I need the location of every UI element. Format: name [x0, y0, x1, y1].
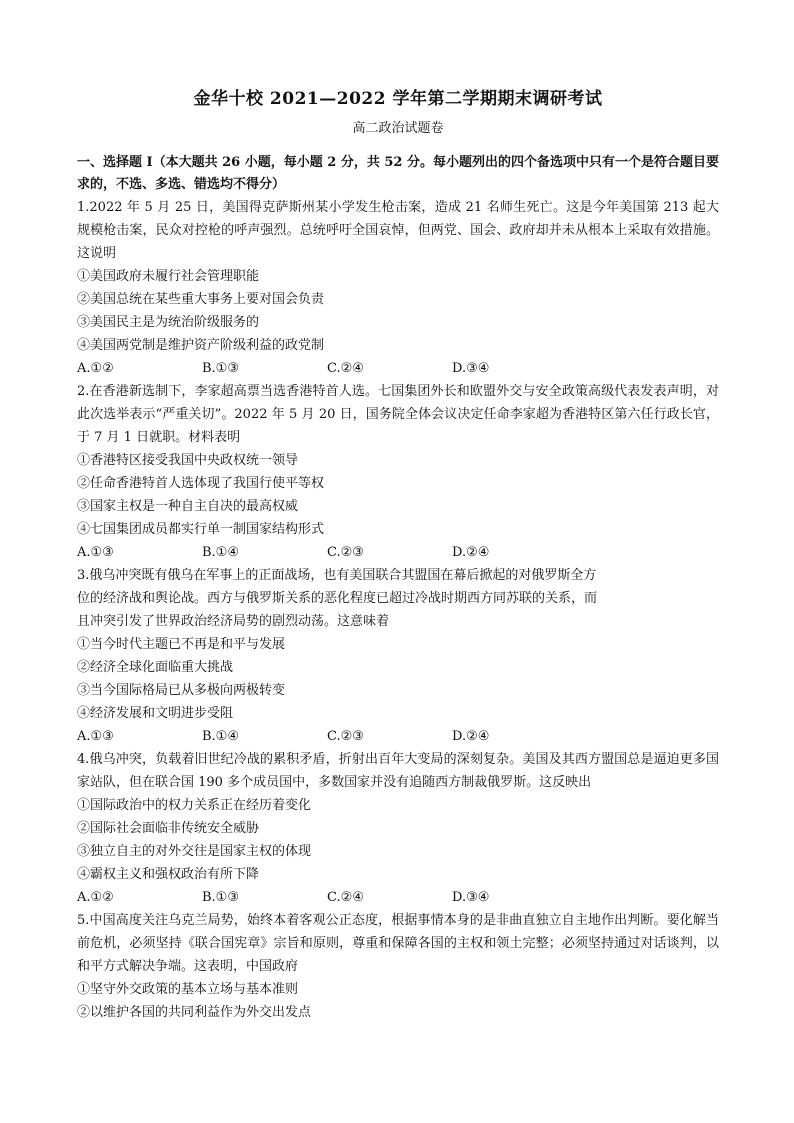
choice-a: A.①②	[77, 361, 114, 376]
question-option: ①坚守外交政策的基本立场与基本准则	[77, 982, 299, 997]
question-option: ③美国民主是为统治阶级服务的	[77, 315, 260, 330]
answer-choices	[77, 541, 719, 564]
choice-c: C.②④	[327, 890, 364, 905]
question-option: ④美国两党制是维护资产阶级利益的政党制	[77, 338, 325, 353]
answer-choices	[77, 886, 719, 909]
stem-line: 位的经济战和舆论战。西方与俄罗斯关系的恶化程度已超过冷战时期西方同苏联的关系，而	[77, 591, 598, 606]
choice-a: A.①②	[77, 890, 114, 905]
question-option: ③独立自主的对外交往是国家主权的体现	[77, 844, 312, 859]
choice-b: B.①③	[202, 890, 239, 905]
answer-choices	[77, 725, 719, 748]
question-1	[77, 196, 719, 380]
choice-a: A.①③	[77, 729, 114, 744]
question-option: ④经济发展和文明进步受阻	[77, 706, 234, 721]
question-option: ④霸权主义和强权政治有所下降	[77, 867, 260, 882]
question-option: ②任命香港特首人选体现了我国行使平等权	[77, 476, 325, 491]
question-option: ②国际社会面临非传统安全威胁	[77, 821, 260, 836]
question-stem: 5.中国高度关注乌克兰局势，始终本着客观公正态度，根据事情本身的是非曲直独立自主地作出判断。要化解当前危机，必须坚持《联合国宪章》宗旨和原则，尊重和保障各国的主权和领土完整；必须坚持通过对话谈判，以和平方式解决争端。这表明，中国政府	[77, 913, 719, 974]
stem-line: 3.俄乌冲突既有俄乌在军事上的正面战场，也有美国联合其盟国在幕后掀起的对俄罗斯全方	[77, 568, 597, 583]
question-5	[77, 909, 719, 1024]
choice-d: D.③④	[452, 890, 490, 905]
question-stem: 1.2022 年 5 月 25 日，美国得克萨斯州某小学发生枪击案，造成 21 名师生死亡。这是今年美国第 213 起大规模枪击案，民众对控枪的呼声强烈。总统呼吁全国哀悼，但两党、国会、政府却并未从根本上采取有效措施。这说明	[77, 200, 719, 261]
choice-b: B.①④	[202, 729, 239, 744]
question-3	[77, 564, 719, 748]
question-stem	[77, 564, 719, 633]
question-option: ②以维护各国的共同利益作为外交出发点	[77, 1005, 312, 1020]
choice-a: A.①③	[77, 545, 114, 560]
section-heading: 一、选择题 I（本大题共 26 小题，每小题 2 分，共 52 分。每小题列出的四个备选项中只有一个是符合题目要求的，不选、多选、错选均不得分）	[77, 155, 719, 192]
choice-c: C.②④	[327, 361, 364, 376]
choice-d: D.②④	[452, 729, 490, 744]
question-stem: 4.俄乌冲突，负载着旧世纪冷战的累积矛盾，折射出百年大变局的深刻复杂。美国及其西方盟国总是逼迫更多国家站队，但在联合国 190 多个成员国中，多数国家并没有追随西方制裁俄罗斯。这反映出	[77, 752, 719, 790]
question-option: ②美国总统在某些重大事务上要对国会负责	[77, 292, 325, 307]
question-option: ①香港特区接受我国中央政权统一领导	[77, 453, 299, 468]
question-option: ①当今时代主题已不再是和平与发展	[77, 637, 286, 652]
question-4	[77, 748, 719, 909]
choice-d: D.②④	[452, 545, 490, 560]
question-option: ②经济全球化面临重大挑战	[77, 660, 234, 675]
question-option: ③当今国际格局已从多极向两极转变	[77, 683, 286, 698]
question-option: ③国家主权是一种自主自决的最高权威	[77, 499, 299, 514]
exam-subtitle: 高二政治试题卷	[352, 121, 444, 136]
question-option: ①美国政府未履行社会管理职能	[77, 269, 260, 284]
answer-choices	[77, 357, 719, 380]
question-2	[77, 380, 719, 564]
exam-page	[77, 84, 719, 1024]
choice-c: C.②③	[327, 545, 364, 560]
stem-line: 且冲突引发了世界政治经济局势的剧烈动荡。这意味着	[77, 614, 390, 629]
exam-title: 金华十校 2021—2022 学年第二学期期末调研考试	[193, 89, 603, 109]
choice-d: D.③④	[452, 361, 490, 376]
question-stem: 2.在香港新选制下，李家超高票当选香港特首人选。七国集团外长和欧盟外交与安全政策高级代表发表声明，对此次选举表示“严重关切”。2022 年 5 月 20 日，国务院全体会议决定任命李家超为香港特区第六任行政长官，于 7 月 1 日就职。材料表明	[77, 384, 719, 445]
question-option: ④七国集团成员都实行单一制国家结构形式	[77, 522, 325, 537]
choice-b: B.①③	[202, 361, 239, 376]
question-option: ①国际政治中的权力关系正在经历着变化	[77, 798, 312, 813]
choice-b: B.①④	[202, 545, 239, 560]
choice-c: C.②③	[327, 729, 364, 744]
